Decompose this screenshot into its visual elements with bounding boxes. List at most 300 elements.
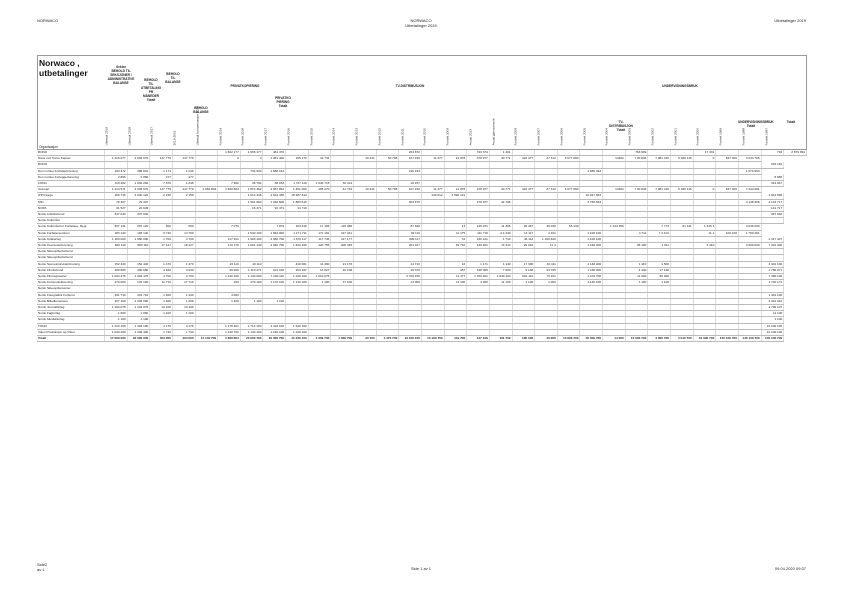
row-label: Norsk Skuespillersenter — [37, 286, 105, 292]
table-cell: 1 640 715 — [308, 181, 331, 187]
table-cell: 1 685 393 — [580, 168, 603, 174]
table-cell: 1 246 — [172, 181, 195, 187]
footer-right: 09.04.2020 09:37 — [774, 566, 806, 571]
table-cell: 7 100 110 — [263, 274, 286, 280]
table-cell: 45 030 — [535, 224, 558, 230]
table-cell: 307 141 — [105, 224, 128, 230]
footer-center: Side 1 av 1 — [410, 566, 431, 571]
table-cell: 4 470 700 — [376, 336, 399, 342]
table-cell: 44 705 — [535, 267, 558, 273]
table-cell: 347 040 — [761, 212, 784, 218]
table-cell: 1 100 — [625, 280, 648, 286]
table-cell: 140 100 700 — [761, 336, 784, 342]
table-cell: 6 077 660 — [557, 156, 580, 162]
table-cell: 1 404 100 — [127, 323, 150, 329]
table-cell: 1 144 356 — [603, 224, 626, 230]
table-cell: 14 719 — [286, 205, 309, 211]
table-cell: 1 740 — [172, 329, 195, 335]
table-cell: 763 999 — [625, 150, 648, 156]
table-cell: 147 100 — [467, 336, 490, 342]
row-label: Norsk Sceneinstruktørforening — [37, 261, 105, 267]
group-tv-distribusjon: TV-DISTRIBUSJON — [395, 84, 425, 88]
table-cell: 74 410 — [489, 243, 512, 249]
column-subheader-label: Fordelt 2004 — [604, 127, 609, 145]
table-cell: 600 — [150, 224, 173, 230]
table-cell: 14 000 — [399, 280, 422, 286]
column-subheader — [739, 85, 749, 145]
column-subheader-label: Fordelt 2006 — [559, 127, 564, 145]
table-cell: 38 163 — [263, 181, 286, 187]
table-cell: 317 341 — [331, 230, 354, 236]
table-cell: 1 400 — [218, 298, 241, 304]
column-subheader — [625, 85, 635, 145]
table-cell: 1 176 401 — [218, 323, 241, 329]
table-cell: 1 470 — [150, 261, 173, 267]
table-cell: 104 616 — [286, 224, 309, 230]
table-cell: 2 4 440 — [489, 230, 512, 236]
table-cell: 2 150 — [150, 193, 173, 199]
table-cell: 7 876 — [150, 181, 173, 187]
table-cell: 1 643 106 — [286, 243, 309, 249]
table-cell: 4 000 — [218, 292, 241, 298]
table-cell: 1 662 177 — [218, 150, 241, 156]
table-cell: 10 100 700 — [421, 336, 444, 342]
table-cell: 1 614 436 — [240, 193, 263, 199]
footer-left-line2: av 1 — [37, 567, 45, 572]
table-cell: 4 000 000 — [738, 243, 761, 249]
table-cell: 107 150 — [399, 187, 422, 193]
table-cell: 10 100 100 — [761, 329, 784, 335]
table-cell: 17 100 — [648, 267, 671, 273]
table-cell: 100 440 — [716, 230, 739, 236]
table-cell: 4 176 — [150, 323, 173, 329]
table-cell: 1 140 100 — [286, 329, 309, 335]
table-cell: 1 900 100 — [240, 236, 263, 242]
table-cell: 45 100 — [625, 243, 648, 249]
table-cell: 1 046 000 — [127, 298, 150, 304]
table-cell: 1 660 — [127, 311, 150, 317]
table-cell: 7 244 681 — [738, 187, 761, 193]
table-cell: 10 000 700 — [693, 336, 716, 342]
table-cell: 1 700 461 — [738, 230, 761, 236]
table-cell: 1 011 — [648, 243, 671, 249]
table-cell: 5 030 116 — [671, 187, 694, 193]
table-cell: 4 110 100 — [263, 323, 286, 329]
column-subheader-label: Fordelt 2010 — [422, 127, 427, 145]
row-label: BONO — [37, 162, 105, 168]
table-cell: 160 716 — [105, 193, 128, 199]
header-left: NORWACO — [37, 18, 59, 23]
table-cell: 1 110 471 — [240, 267, 263, 273]
table-cell: 1 714 100 — [240, 323, 263, 329]
row-label: Norsk Kritikerlag — [37, 236, 105, 242]
column-subheader-label: Fordelt 1998 — [741, 127, 746, 145]
table-cell: 20 467 — [512, 224, 535, 230]
org-label: Organisasjon — [39, 145, 58, 149]
table-cell: 55 139 — [557, 224, 580, 230]
table-cell: 4 700 — [172, 274, 195, 280]
table-cell: 170 176 — [218, 243, 241, 249]
table-cell: 1 100 — [512, 280, 535, 286]
table-cell: 400 680 — [105, 267, 128, 273]
table-cell: 1 601 140 — [240, 243, 263, 249]
table-cell: 10 100 100 — [399, 336, 422, 342]
table-cell: 1 416 077 — [105, 156, 128, 162]
table-cell: 7 4 101 — [648, 230, 671, 236]
table-cell: 1 100 — [648, 280, 671, 286]
table-cell: 46 114 — [512, 236, 535, 242]
table-cell: 5 030 116 — [671, 156, 694, 162]
table-cell: 79 307 — [127, 199, 150, 205]
row-label: Norsk Forfattersentrum — [37, 230, 105, 236]
table-cell: 1 100 — [127, 317, 150, 323]
table-cell: 14 000 — [603, 336, 626, 342]
table-cell: 40 000 — [535, 336, 558, 342]
table-cell: 1 171 711 — [286, 230, 309, 236]
table-cell: 410 001 — [286, 261, 309, 267]
table-cell: 3 590 121 — [444, 193, 467, 199]
table-cell: 431 710 — [127, 292, 150, 298]
table-cell: 1 140 100 — [286, 280, 309, 286]
column-subheader-label: Fordelt 2011 — [400, 127, 405, 145]
table-cell: 7 401 400 — [761, 243, 784, 249]
table-cell: 4 700 — [150, 274, 173, 280]
row-label: Norsk Journalistlag — [37, 305, 105, 311]
table-cell: 347 040 — [127, 212, 150, 218]
group-undervisning: UNDERVISNINGSBRUK — [662, 84, 698, 88]
column-subheader — [648, 85, 658, 145]
report-title — [39, 58, 88, 78]
table-cell: 4 640 — [150, 267, 173, 273]
column-subheader — [762, 85, 772, 145]
column-subheader — [216, 85, 226, 145]
table-cell: 194 372 — [105, 168, 128, 174]
table-cell: 30 414 — [331, 181, 354, 187]
table-cell: 2 700 150 — [399, 274, 422, 280]
table-cell: 40 000 700 — [580, 336, 603, 342]
table-cell: 147 779 — [150, 187, 173, 193]
column-subheader-label: 2019-2016 — [172, 130, 177, 145]
table-cell: 1 700 — [150, 236, 173, 242]
table-cell: 1 710 — [489, 236, 512, 242]
table-cell: 50 798 — [376, 156, 399, 162]
table-cell: 1 246 — [172, 168, 195, 174]
table-cell: 1 410 100 — [105, 323, 128, 329]
column-subheader — [671, 85, 681, 145]
table-cell: 9 740 — [150, 230, 173, 236]
table-cell: 1 500 — [648, 261, 671, 267]
table-cell: 4 640 — [172, 267, 195, 273]
table-cell: 107 150 — [399, 156, 422, 162]
title-line1: Norwaco , — [39, 58, 80, 68]
table-cell: 880 110 — [127, 243, 150, 249]
table-cell: 1 727 116 — [286, 181, 309, 187]
table-cell: 10 241 — [354, 187, 377, 193]
table-cell: 4 060 700 — [263, 243, 286, 249]
group-behold-utbetaling: BEHOLD TIL UTBETALING PR MÅNEDER Totalt — [140, 78, 162, 102]
row-label: Norsk Musikkforlag — [37, 317, 105, 323]
table-cell: 0 — [218, 156, 241, 162]
table-cell: 18 127 — [172, 243, 195, 249]
table-cell: 101 700 — [489, 336, 512, 342]
column-subheader — [398, 85, 408, 145]
table-cell: 457 — [444, 267, 467, 273]
column-subheader — [420, 85, 430, 145]
table-cell: 10 108 — [331, 267, 354, 273]
table-cell: 1 461 100 — [761, 292, 784, 298]
table-cell: 101 100 — [263, 267, 286, 273]
table-cell: 478 977 — [467, 156, 490, 162]
table-cell: 1 666 177 — [240, 150, 263, 156]
table-cell: 1 170 100 — [263, 280, 286, 286]
table-cell: 847 400 — [716, 156, 739, 162]
table-cell: 3 244 765 — [738, 156, 761, 162]
table-cell: 5 866 — [761, 174, 784, 180]
table-cell: 1 140 000 — [240, 274, 263, 280]
row-label: IFPI Norge — [37, 193, 105, 199]
table-cell: 1 160 400 — [535, 236, 558, 242]
column-subheader — [329, 85, 339, 145]
table-cell: 1 160 400 — [580, 267, 603, 273]
table-cell: 91 411 — [671, 224, 694, 230]
table-cell: 0 — [240, 156, 263, 162]
table-cell: 7 079 — [218, 224, 241, 230]
table-cell: 287 120 — [127, 224, 150, 230]
table-cell: 11 4 — [535, 243, 558, 249]
table-cell: 1 414 571 — [105, 187, 128, 193]
table-cell: 347 040 — [105, 212, 128, 218]
column-subheader-label: Fordelt 2008 — [513, 127, 518, 145]
table-cell: 11 100 — [489, 280, 512, 286]
row-label: Norsk Fagforlag — [37, 311, 105, 317]
row-label: Norsk Filmforbund — [37, 267, 105, 273]
table-cell: 3 760 663 — [580, 199, 603, 205]
table-cell: 1 660 804 — [195, 187, 218, 193]
table-cell: 4 614 436 — [263, 193, 286, 199]
column-subheader-label: Fordelt 2003 — [627, 127, 632, 145]
table-cell: 400 680 — [127, 267, 150, 273]
table-cell: 478 977 — [467, 199, 490, 205]
table-cell: 14 760 — [172, 230, 195, 236]
table-cell: 111 716 — [467, 230, 490, 236]
column-subheader — [580, 85, 590, 145]
table-cell: 0 — [693, 187, 716, 193]
table-cell: 1 570 993 — [738, 168, 761, 174]
table-cell: 49 370 — [399, 267, 422, 273]
table-cell: 1 240 606 — [263, 199, 286, 205]
table-cell: 100 — [218, 280, 241, 286]
table-cell: 1 540 100 — [240, 230, 263, 236]
row-label: Norsk Skuespillerforbund — [37, 249, 105, 255]
table-cell: 130 401 — [467, 243, 490, 249]
column-subheader — [261, 85, 271, 145]
table-cell: 1 561 600 — [240, 199, 263, 205]
column-subheader-label: Fordelt 2016 — [286, 127, 291, 145]
column-subheader — [534, 85, 544, 145]
table-cell: 130 101 — [467, 236, 490, 242]
table-cell: 10 000 700 — [557, 336, 580, 342]
table-cell: 11 460 — [308, 261, 331, 267]
table-cell — [761, 218, 784, 224]
table-cell: 4 711 — [625, 230, 648, 236]
table-cell: 2 679 994 — [784, 150, 807, 156]
table-cell: 17 301 — [693, 150, 716, 156]
table-cell: 148 000 — [467, 267, 490, 273]
table-cell: 417 177 — [331, 236, 354, 242]
table-cell: 304 470 — [399, 199, 422, 205]
table-cell: 13 627 — [308, 267, 331, 273]
column-subheader — [489, 85, 499, 145]
table-cell: 4 440 — [625, 267, 648, 273]
table-cell: 11 710 — [150, 280, 173, 286]
column-subheader-label: Fordelt 2002 — [650, 127, 655, 145]
table-cell: 7 773 — [648, 224, 671, 230]
table-cell: 4 067 891 — [263, 187, 286, 193]
group-undervisning-total: UNDERVISNINGSBRUK Totalt — [738, 120, 774, 128]
column-subheader — [557, 85, 567, 145]
table-cell: 79 307 — [105, 199, 128, 205]
table-cell: 40 000 000 — [127, 336, 150, 342]
table-cell: 171 181 — [308, 230, 331, 236]
table-cell: 7 081 416 — [648, 187, 671, 193]
table-cell: 404 000 — [150, 336, 173, 342]
table-cell: 50 798 — [376, 187, 399, 193]
table-cell: 847 400 — [716, 187, 739, 193]
table-cell: 41 734 — [331, 187, 354, 193]
table-cell: 10 000 700 — [625, 336, 648, 342]
row-label: Norsk Filmregissører — [37, 274, 105, 280]
table-cell: 7 600 — [489, 267, 512, 273]
column-subheader-label: Fordelt 2009 — [445, 127, 450, 145]
column-subheader — [147, 85, 157, 145]
table-cell: 406 345 — [331, 243, 354, 249]
table-cell: 650 — [172, 224, 195, 230]
table-cell: 147 779 — [150, 156, 173, 162]
header-right: Utbetalinger 2019 — [774, 18, 806, 23]
table-cell: 31 — [444, 236, 467, 242]
group-seksjoner: Sektor BEHOLD TIL SEKSJONER / ADMINISTRATIVE BALANSE — [107, 65, 135, 85]
column-subheader — [511, 85, 521, 145]
row-label: Norsk Kulturråd for Forfattere, Regi — [37, 224, 105, 230]
column-subheader-label: Avsatt 2019 — [468, 128, 473, 145]
row-label: Norsk Billedkunstnere — [37, 298, 105, 304]
table-cell: 4 000 — [467, 280, 490, 286]
table-cell: 100 100 — [512, 336, 535, 342]
row-label: Den norske Forfatterforening — [37, 168, 105, 174]
table-cell: 1 100 — [308, 280, 331, 286]
row-label: BONO — [37, 150, 105, 156]
table-cell: 115 486 — [331, 224, 354, 230]
table-cell: 13 117 — [512, 230, 535, 236]
table-cell: 11 175 — [444, 230, 467, 236]
column-subheader — [602, 85, 612, 145]
row-label: Viken Produksjon og Viken — [37, 329, 105, 335]
table-cell: 11 1 — [693, 230, 716, 236]
table-cell: 1 840 100 — [489, 274, 512, 280]
table-cell: 44 796 — [489, 199, 512, 205]
table-cell: 1 171 — [150, 168, 173, 174]
table-cell: 4 636 670 — [127, 156, 150, 162]
table-cell: 422 477 — [512, 156, 535, 162]
row-label: Norsk Fotografisk Forbund — [37, 292, 105, 298]
table-cell: 1 160 400 — [580, 243, 603, 249]
column-subheader — [284, 85, 294, 145]
table-cell: 50 000 — [648, 274, 671, 280]
table-cell: 4 000 700 — [648, 336, 671, 342]
column-subheader-label: Fordelt 2007 — [536, 127, 541, 145]
table-cell: 1 100 — [761, 317, 784, 323]
table-cell: 10 110 — [240, 261, 263, 267]
row-label: Gramart — [37, 187, 105, 193]
table-cell: 1 100 100 — [580, 230, 603, 236]
table-cell: 794 — [761, 150, 784, 156]
table-cell: 1 640 100 — [286, 323, 309, 329]
table-cell: 10 110 — [218, 261, 241, 267]
table-cell: 176 100 — [127, 280, 150, 286]
table-cell: 4 401 100 — [761, 261, 784, 267]
table-cell: 1 130 100 — [286, 274, 309, 280]
table-cell: 107 100 — [105, 298, 128, 304]
table-cell: 1 406 — [150, 298, 173, 304]
footer-left-line1: Side2 — [37, 562, 48, 567]
table-cell: 316 181 — [761, 162, 784, 168]
table-cell: 1 140 100 — [218, 274, 241, 280]
table-cell: 1 140 100 — [263, 329, 286, 335]
table-cell: 1 046 400 — [127, 329, 150, 335]
table-cell: 7 00 846 — [625, 156, 648, 162]
table-cell: 4 441 010 — [761, 298, 784, 304]
table-cell: 478 977 — [467, 187, 490, 193]
column-subheader-label: Fordelt 2000 — [695, 127, 700, 145]
table-cell: 1 664 000 — [263, 230, 286, 236]
column-subheader — [693, 85, 703, 145]
table-cell: 1 660 804 — [218, 336, 241, 342]
table-cell: 477 — [172, 174, 195, 180]
column-subheader — [125, 85, 135, 145]
table-cell: 14 100 — [172, 305, 195, 311]
table-cell: 2 866 — [105, 174, 128, 180]
table-cell: 101 700 — [444, 336, 467, 342]
table-cell: 422 477 — [512, 187, 535, 193]
table-cell: 11 000 — [625, 274, 648, 280]
table-cell: 120 756 — [308, 243, 331, 249]
table-cell: 1 004 476 — [105, 274, 128, 280]
table-cell: 105 270 — [286, 156, 309, 162]
table-cell: 16 — [444, 261, 467, 267]
table-cell: 4 148 466 — [738, 199, 761, 205]
table-cell: 140 100 700 — [738, 336, 761, 342]
table-cell: 87 460 — [399, 224, 422, 230]
row-label: Norsk Kulturråd — [37, 218, 105, 224]
column-subheader — [375, 85, 385, 145]
table-cell: 1 140 700 — [218, 329, 241, 335]
table-cell: 1 406 — [172, 298, 195, 304]
table-cell: 1 883 616 — [286, 199, 309, 205]
table-cell: 7 460 100 — [761, 274, 784, 280]
table-cell: 152 440 — [127, 261, 150, 267]
table-cell: 147 779 — [172, 156, 195, 162]
group-totalt: Totalt — [786, 120, 796, 124]
table-cell: 1 040 400 — [105, 329, 128, 335]
row-label: Norsk Komponistforening — [37, 280, 105, 286]
table-cell: 1 680 161 — [263, 168, 286, 174]
table-cell: 1 104 076 — [105, 305, 128, 311]
table-cell: 600 110 — [105, 243, 128, 249]
table-cell: 11 377 — [421, 187, 444, 193]
table-cell: 7 962 — [218, 181, 241, 187]
table-cell: 11 377 — [421, 156, 444, 162]
table-cell: 117 461 — [218, 236, 241, 242]
